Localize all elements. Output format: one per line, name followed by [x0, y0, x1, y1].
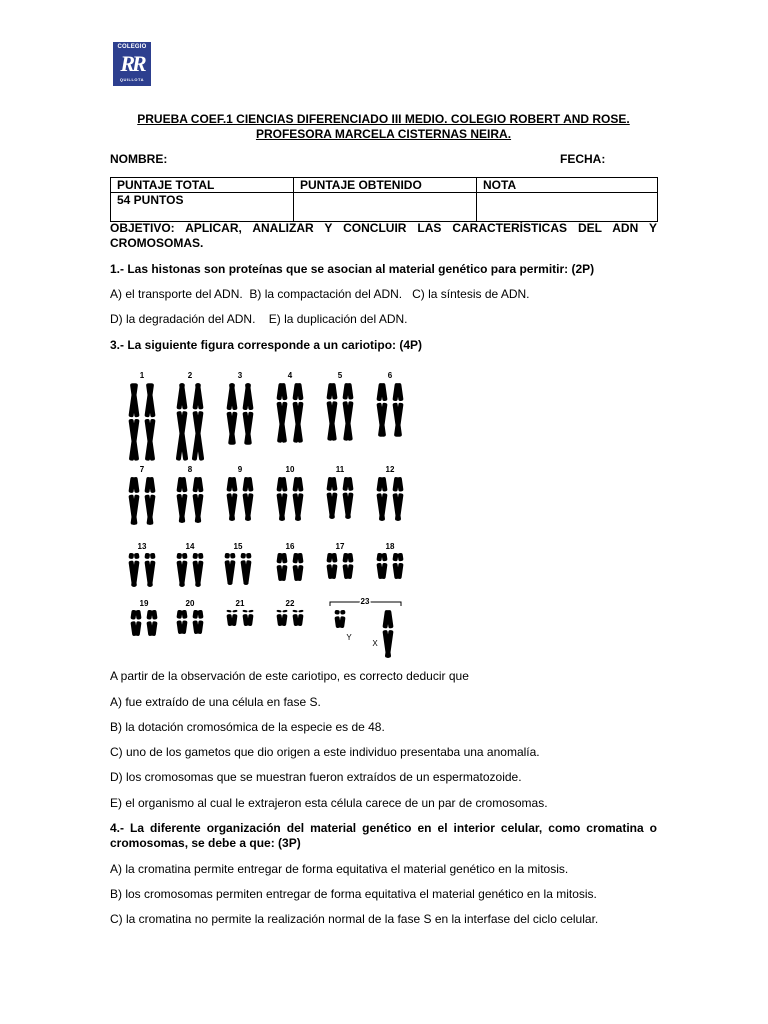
- karyotype-label: 14: [185, 542, 195, 551]
- name-field-label: NOMBRE:: [110, 152, 168, 166]
- karyotype-label: 1: [139, 371, 145, 380]
- chromosome-22-a: [276, 610, 287, 627]
- chromosome-10-b: [292, 477, 303, 521]
- chromosome-9-b: [242, 477, 253, 521]
- chromosome-17-a: [326, 553, 337, 579]
- header-grade: NOTA: [477, 178, 658, 193]
- chromosome-4-a: [276, 383, 287, 443]
- karyotype-label: 22: [285, 599, 295, 608]
- chromosome-4-b: [292, 383, 303, 443]
- sex-label-y: Y: [346, 633, 352, 642]
- chromosome-21-b: [242, 610, 253, 627]
- chromosome-1-b: [144, 383, 155, 461]
- chromosome-8-b: [192, 477, 203, 523]
- chromosome-17-b: [342, 553, 353, 579]
- header-total: PUNTAJE TOTAL: [111, 178, 294, 193]
- chromosome-18-b: [392, 553, 403, 579]
- karyotype-label: 23: [360, 597, 370, 606]
- cell-total: 54 PUNTOS: [111, 193, 294, 222]
- exam-title: PRUEBA COEF.1 CIENCIAS DIFERENCIADO III MEDIO. COLEGIO ROBERT AND ROSE.: [137, 112, 630, 126]
- karyotype-label: 6: [387, 371, 393, 380]
- chromosome-13-b: [144, 553, 155, 587]
- question-3-option-c: C) uno de los gametos que dio origen a este individuo presentaba una anomalía.: [110, 745, 540, 759]
- chromosome-19-b: [146, 610, 157, 636]
- karyotype-label: 9: [237, 465, 243, 474]
- score-table-header: [111, 178, 658, 193]
- karyotype-label: 20: [185, 599, 195, 608]
- chromosome-11-b: [342, 477, 353, 519]
- karyotype-label: 7: [139, 465, 145, 474]
- date-field-label: FECHA:: [560, 152, 606, 166]
- chromosome-5-a: [326, 383, 337, 441]
- chromosome-3-b: [242, 383, 253, 445]
- chromosome-15-a: [224, 553, 235, 585]
- chromosome-x: [382, 610, 393, 658]
- sex-label-x: X: [372, 639, 378, 648]
- chromosome-9-a: [226, 477, 237, 521]
- karyotype-label: 8: [187, 465, 193, 474]
- chromosome-20-a: [176, 610, 187, 634]
- karyotype-label: 10: [285, 465, 295, 474]
- school-logo: COLEGIO RR QUILLOTA: [113, 42, 151, 86]
- chromosome-5-b: [342, 383, 353, 441]
- cell-obtained[interactable]: [294, 193, 477, 222]
- question-4-option-a: A) la cromatina permite entregar de forma equitativa el material genético en la mitosis.: [110, 862, 569, 876]
- question-3-option-a: A) fue extraído de una célula en fase S.: [110, 695, 321, 709]
- chromosome-6-a: [376, 383, 387, 437]
- chromosome-22-b: [292, 610, 303, 627]
- score-table: [110, 177, 658, 222]
- question-1-prompt: 1.- Las histonas son proteínas que se asocian al material genético para permitir: (2P): [110, 262, 595, 276]
- teacher-name: PROFESORA MARCELA CISTERNAS NEIRA.: [255, 127, 512, 141]
- chromosome-2-b: [192, 383, 205, 461]
- karyotype-figure: [118, 366, 418, 662]
- question-3-option-b: B) la dotación cromosómica de la especie es de 48.: [110, 720, 385, 734]
- karyotype-label: 19: [139, 599, 149, 608]
- cell-grade[interactable]: [477, 193, 658, 222]
- chromosome-6-b: [392, 383, 403, 437]
- chromosome-y: [334, 610, 345, 629]
- score-table-row: [111, 193, 658, 222]
- header-obtained: PUNTAJE OBTENIDO: [294, 178, 477, 193]
- objective: OBJETIVO: APLICAR, ANALIZAR Y CONCLUIR LAS CARACTERÍSTICAS DEL ADN Y CROMOSOMAS.: [110, 221, 657, 250]
- chromosome-20-b: [192, 610, 203, 634]
- chromosome-16-b: [292, 553, 303, 581]
- karyotype-label: 21: [235, 599, 245, 608]
- chromosome-18-a: [376, 553, 387, 579]
- chromosome-21-a: [226, 610, 237, 627]
- chromosome-15-b: [240, 553, 251, 585]
- chromosome-14-b: [192, 553, 203, 587]
- question-1-options-line-2: D) la degradación del ADN. E) la duplicación del ADN.: [110, 312, 408, 326]
- karyotype-label: 2: [187, 371, 193, 380]
- chromosome-10-a: [276, 477, 287, 521]
- chromosome-3-a: [226, 383, 237, 445]
- question-3-prompt: 3.- La siguiente figura corresponde a un cariotipo: (4P): [110, 338, 423, 352]
- chromosome-7-b: [144, 477, 155, 525]
- chromosome-7-a: [128, 477, 139, 525]
- karyotype-label: 15: [233, 542, 243, 551]
- chromosome-14-a: [176, 553, 187, 587]
- chromosome-19-a: [130, 610, 141, 636]
- karyotype-label: 13: [137, 542, 147, 551]
- karyotype-label: 11: [335, 465, 345, 474]
- question-4-option-b: B) los cromosomas permiten entregar de forma equitativa el material genético en la mitosis.: [110, 887, 597, 901]
- question-3-option-e: E) el organismo al cual le extrajeron esta célula carece de un par de cromosomas.: [110, 796, 548, 810]
- chromosome-13-a: [128, 553, 139, 587]
- karyotype-label: 5: [337, 371, 343, 380]
- chromosome-1-a: [128, 383, 139, 461]
- karyotype-label: 3: [237, 371, 243, 380]
- question-3-stem: A partir de la observación de este cariotipo, es correcto deducir que: [110, 669, 469, 683]
- question-1-options-line-1: A) el transporte del ADN. B) la compactación del ADN. C) la síntesis de ADN.: [110, 287, 530, 301]
- chromosome-16-a: [276, 553, 287, 581]
- chromosome-12-a: [376, 477, 387, 521]
- karyotype-label: 12: [385, 465, 395, 474]
- karyotype-label: 16: [285, 542, 295, 551]
- chromosome-2-a: [176, 383, 189, 461]
- chromosome-11-a: [326, 477, 337, 519]
- chromosome-12-b: [392, 477, 403, 521]
- question-4-option-c: C) la cromatina no permite la realización normal de la fase S en la interfase del ciclo celular.: [110, 912, 599, 926]
- question-4-prompt: 4.- La diferente organización del material genético en el interior celular, como cromatina o cromosomas, se debe a que: (3P): [110, 821, 657, 850]
- karyotype-label: 17: [335, 542, 345, 551]
- chromosome-8-a: [176, 477, 187, 523]
- karyotype-label: 18: [385, 542, 395, 551]
- karyotype-label: 4: [287, 371, 293, 380]
- question-3-option-d: D) los cromosomas que se muestran fueron extraídos de un espermatozoide.: [110, 770, 522, 784]
